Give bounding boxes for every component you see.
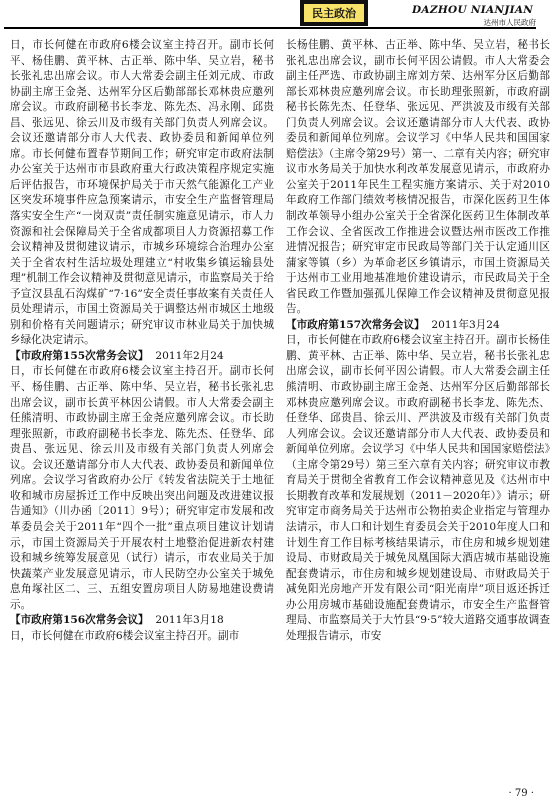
right-column <box>286 38 550 790</box>
left-column <box>10 38 274 790</box>
meeting-date: 2011年3月24 <box>431 318 500 331</box>
page-header <box>0 0 554 34</box>
section-badge <box>300 0 368 26</box>
header-rule <box>4 27 536 29</box>
section-label: 民主政治 <box>304 4 364 22</box>
paragraph: 日，市长何健在市政府6楼会议室主持召开。副市长何平、杨佳鹏、黄平林、古正举、陈中华、吴立岩，秘书长张礼忠出席会议。市人大常委会副主任刘元成、市政协副主席王金尧、达州军分区后勤部部长邓林贵应邀列席会议。市政府副秘书长李龙、陈先杰、冯永刚、邱贵昌、张远见、徐云川及市级有关部门负责人列席会议。会议还邀请部分市人大代表、政协委员和新闻单位列席。市长何健布置春节期间工作；研究审定市政府法制办公室关于达州市市县政府重大行政决策程序规定实施后评估报告，市环境保护局关于市天然气能源化工产业区突发环境事件应急预案请示，市安全生产监督管理局落实安全生产“一岗双责”责任制实施意见请示，市人力资源和社会保障局关于全省成都项目人力资源招募工作会议精神及贯彻建议请示，市城乡环境综合治理办公室关于全省农村生活垃圾处理建立“村收集乡镇运输县处理”机制工作会议精神及贯彻意见请示，市监察局关于给予宣汉县乱石沟煤矿“7·16”安全责任事故案有关责任人员处理请示，市国土资源局关于调整达州市城区土地级别和价格有关问题请示；研究审议市林业局关于加快城乡绿化决定请示。 <box>10 39 274 347</box>
paragraph: 长杨佳鹏、黄平林、古正举、陈中华、吴立岩，秘书长张礼忠出席会议，副市长何平因公请假。市人大常委会副主任严选、市政协副主席刘方荣、达州军分区后勤部部长邓林贵应邀列席会议。市长助理张照新，市政府副秘书长陈先杰、任登华、张远见、严洪波及市级有关部门负责人列席会议。会议还邀请部分市人大代表、政协委员和新闻单位列席。会议学习《中华人民共和国国家赔偿法》（主席令第29号）第一、二章有关内容；研究审议市水务局关于加快水利改革发展意见请示，市政府办公室关于2011年民生工程实施方案请示、关于对2010年政府工作部门绩效考核情况报告，市深化医药卫生体制改革领导小组办公室关于全省深化医药卫生体制改革工作会议、全省医改工作推进会议暨达州市医改工作推进情况报告；研究审定市民政局等部门关于认定通川区蒲家等镇（乡）为革命老区乡镇请示，市国土资源局关于达州市工业用地基准地价建设请示，市民政局关于全省民政工作暨加强孤儿保障工作会议精神及贯彻意见报告。 <box>286 39 550 316</box>
meeting-title: 【市政府第156次常务会议】 <box>10 614 149 627</box>
meeting-date: 2011年2月24 <box>155 349 224 362</box>
meeting-heading <box>10 613 274 629</box>
paragraph: 日，市长何健在市政府6楼会议室主持召开。副市长杨佳鹏、黄平林、古正举、陈中华、吴立岩，秘书长张礼忠出席会议，副市长何平因公请假。市人大常委会副主任熊清明、市政协副主席王金尧、达州军分区后勤部部长邓林贵应邀列席会议。市政府副秘书长李龙、陈先杰、任登华、邱贵昌、徐云川、严洪波及市级有关部门负责人列席会议。会议还邀请部分市人大代表、政协委员和新闻单位列席。会议学习《中华人民共和国国家赔偿法》（主席令第29号）第三至六章有关内容；研究审议市教育局关于贯彻全省教育工作会议精神意见及《达州市中长期教育改革和发展规划（2011－2020年）》请示；研究审定市商务局关于达州市公物拍卖企业指定与管理办法请示，市人口和计划生育委员会关于2010年度人口和计划生育工作目标考核结果请示，市住房和城乡规划建设局、市财政局关于城免凤凰国际大酒店城市基础设施配套费请示，市住房和城乡规划建设局、市财政局关于减免阳光房地产开发有限公司“阳光南岸”项目返还拆迁办公用房城市基础设施配套费请示，市安全生产监督管理局、市监察局关于大竹县“9·5”较大道路交通事故调查处理报告请示，市安 <box>286 334 550 642</box>
journal-title: DAZHOU NIANJIAN <box>412 4 534 16</box>
meeting-heading <box>286 318 550 334</box>
meeting-date: 2011年3月18 <box>155 614 224 627</box>
journal-subtitle: 达州市人民政府 <box>483 18 536 27</box>
meeting-heading <box>10 349 274 365</box>
paragraph: 日，市长何健在市政府6楼会议室主持召开。副市长何平、杨佳鹏、古正举、陈中华、吴立岩，秘书长张礼忠出席会议，副市长黄平林因公请假。市人大常委会副主任熊清明、市政协副主席王金尧应邀列席会议。市长助理张照新，市政府副秘书长李龙、陈先杰、任登华、邱贵昌、张远见、徐云川及市级有关部门负责人列席会议。会议还邀请部分市人大代表、政协委员和新闻单位列席。会议学习省政府办公厅《转发省法院关于土地征收和城市房屋拆迁工作中反映出突出问题及改进建议报告通知》（川办函〔2011〕9号）；研究审定市发展和改革委员会关于2011年“四个一批”重点项目建议计划请示，市国土资源局关于开展农村土地整治促进新农村建设和城乡统筹发展意见（试行）请示，市农业局关于加快蔬菜产业发展意见请示，市人民防空办公室关于城免息角塚社区二、三、五组安置房项目人防易地建设费请示。 <box>10 365 274 611</box>
page-number: · 79 · <box>508 788 534 799</box>
paragraph: 日，市长何健在市政府6楼会议室主持召开。副市 <box>10 629 240 642</box>
meeting-title: 【市政府第157次常务会议】 <box>286 318 425 331</box>
meeting-title: 【市政府第155次常务会议】 <box>10 349 149 362</box>
